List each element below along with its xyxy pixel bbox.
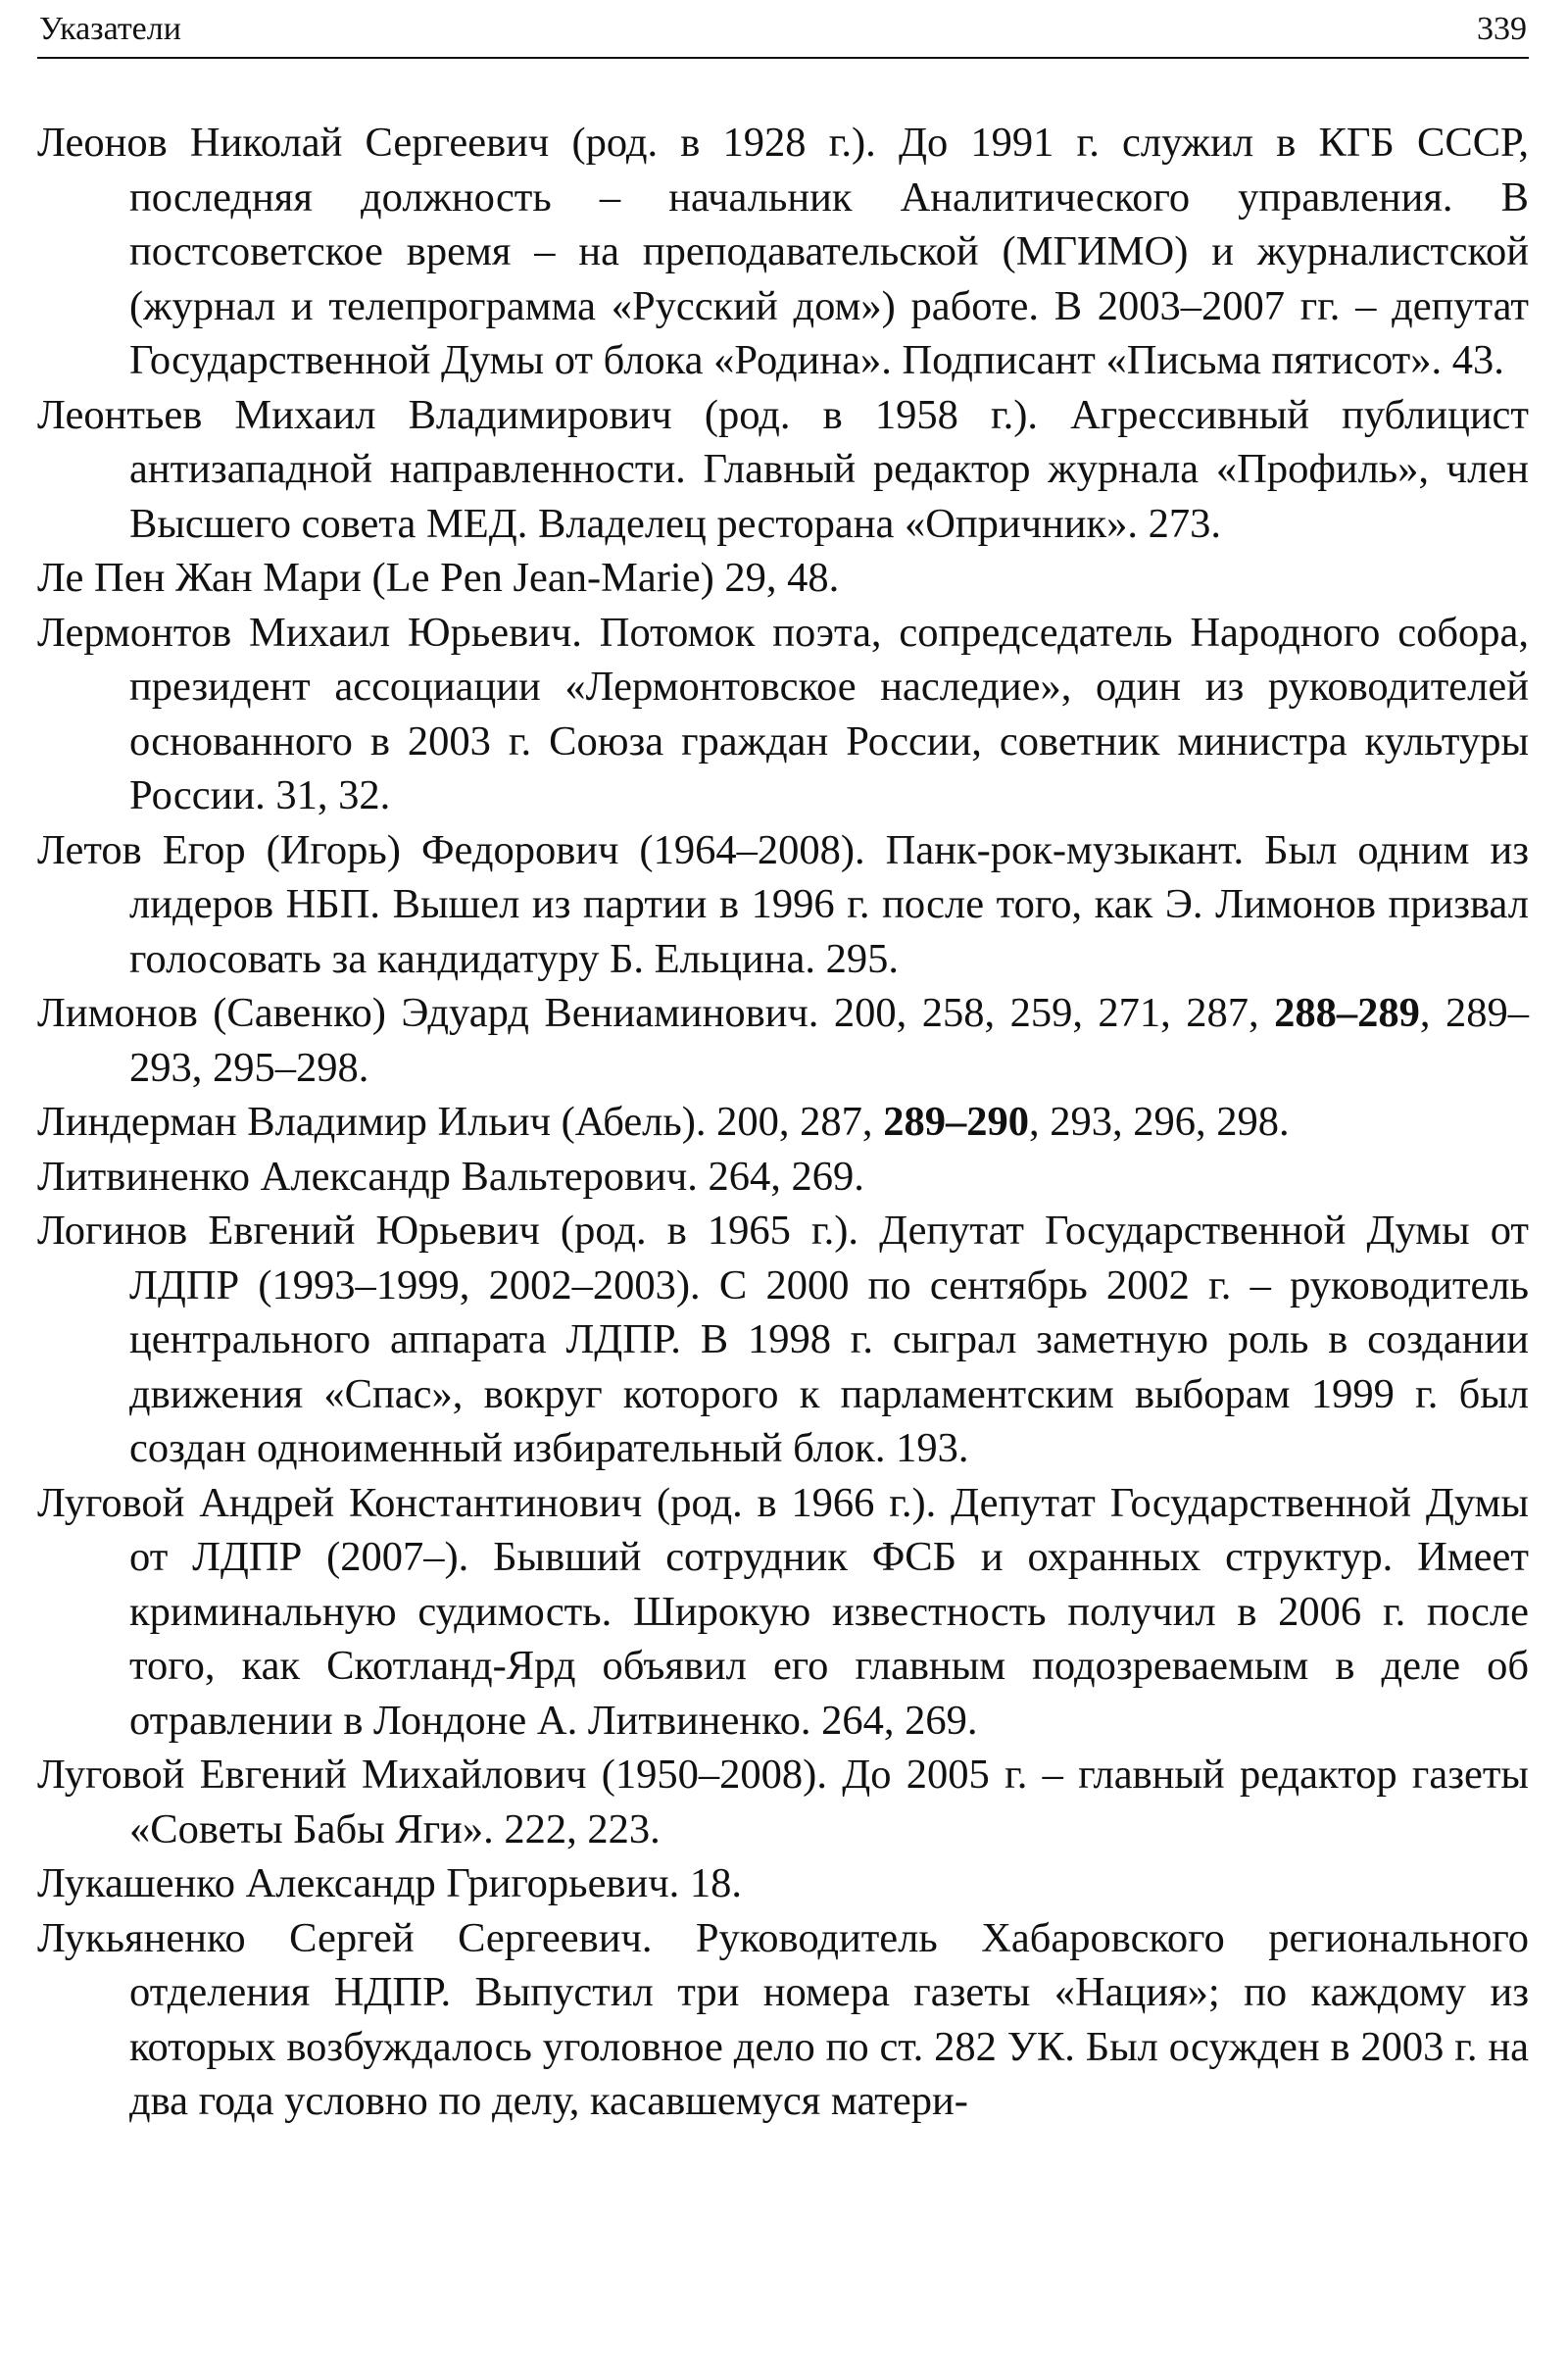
entry-text: Лукьяненко Сергей Сергеевич. Руководитель Хабаровского регионального отделения НДПР. Выпустил три номера газеты «Нация»; по каждому из которых возбуждалось уголовное дело по ст. 282 УК. Был осужден в 2003 г. на два года условно по делу, касавшемуся матери- (37, 1914, 1529, 2124)
page-number: 339 (1477, 11, 1527, 47)
running-header (37, 6, 1529, 59)
index-entry-loginov (37, 1204, 1529, 1476)
index-entry-litvinenko (37, 1150, 1529, 1205)
section-title: Указатели (39, 11, 181, 47)
entry-text: Луговой Евгений Михайлович (1950–2008). До 2005 г. – главный редактор газеты «Советы Бабы Яги». 222, 223. (37, 1752, 1529, 1852)
index-entry-lukyanenko (37, 1911, 1529, 2129)
index-entry-lugovoy-evgeny (37, 1748, 1529, 1856)
index-entries (37, 116, 1529, 2129)
entry-text: Лермонтов Михаил Юрьевич. Потомок поэта, сопредседатель Народного собора, президент ассоциации «Лермонтовское наследие», один из руководителей основанного в 2003 г. Союза граждан России, советник министра культуры России. 31, 32. (37, 609, 1529, 818)
index-entry-limonov (37, 986, 1529, 1095)
index-entry-linderman (37, 1095, 1529, 1150)
entry-text: Летов Егор (Игорь) Федорович (1964–2008). Панк-рок-музыкант. Был одним из лидеров НБП. Вышел из партии в 1996 г. после того, как Э. Лимонов призвал голосовать за кандидатуру Б. Ельцина. 295. (37, 826, 1529, 982)
index-entry-lukashenko (37, 1856, 1529, 1911)
entry-text: Литвиненко Александр Вальтерович. 264, 269. (37, 1153, 864, 1200)
entry-text-after: , 289–293, 295–298. (129, 990, 1530, 1091)
index-entry-lugovoy-andrey (37, 1476, 1529, 1749)
entry-text: Леонов Николай Сергеевич (род. в 1928 г.). До 1991 г. служил в КГБ СССР, последняя должность – начальник Аналитического управления. В постсоветское время – на преподавательской (МГИМО) и журналистской (журнал и телепрограмма «Русский дом») работе. В 2003–2007 гг. – депутат Государственной Думы от блока «Родина». Подписант «Письма пятисот». 43. (37, 120, 1529, 383)
index-entry-le-pen (37, 551, 1529, 606)
entry-text: Логинов Евгений Юрьевич (род. в 1965 г.). Депутат Государственной Думы от ЛДПР (1993–1999, 2002–2003). С 2000 по сентябрь 2002 г. – руководитель центрального аппарата ЛДПР. В 1998 г. сыграл заметную роль в создании движения «Спас», вокруг которого к парламентским выборам 1999 г. был создан одноименный избирательный блок. 193. (37, 1208, 1529, 1471)
entry-main-pages: 289–290 (883, 1099, 1029, 1145)
entry-text: Леонтьев Михаил Владимирович (род. в 1958 г.). Агрессивный публицист антизападной направленности. Главный редактор журнала «Профиль», член Высшего совета МЕД. Владелец ресторана «Опричник». 273. (37, 391, 1529, 547)
index-entry-letov (37, 823, 1529, 987)
entry-text-before: Линдерман Владимир Ильич (Абель). 200, 287, (37, 1099, 884, 1145)
entry-text-before: Лимонов (Савенко) Эдуард Вениаминович. 200, 258, 259, 271, 287, (37, 990, 1275, 1036)
book-page (37, 0, 1529, 2370)
entry-text: Лукашенко Александр Григорьевич. 18. (37, 1860, 742, 1906)
entry-text-after: , 293, 296, 298. (1028, 1099, 1290, 1145)
index-entry-leontiev (37, 388, 1529, 552)
entry-text: Ле Пен Жан Мари (Le Pen Jean-Marie) 29, 48. (37, 555, 840, 601)
index-entry-lermontov (37, 606, 1529, 823)
entry-main-pages: 288–289 (1274, 990, 1420, 1036)
entry-text: Луговой Андрей Константинович (род. в 1966 г.). Депутат Государственной Думы от ЛДПР (2007–). Бывший сотрудник ФСБ и охранных структур. Имеет криминальную судимость. Широкую известность получил в 2006 г. после того, как Скотланд-Ярд объявил его главным подозреваемым в деле об отравлении в Лондоне А. Литвиненко. 264, 269. (37, 1479, 1529, 1744)
index-entry-leonov (37, 116, 1529, 388)
